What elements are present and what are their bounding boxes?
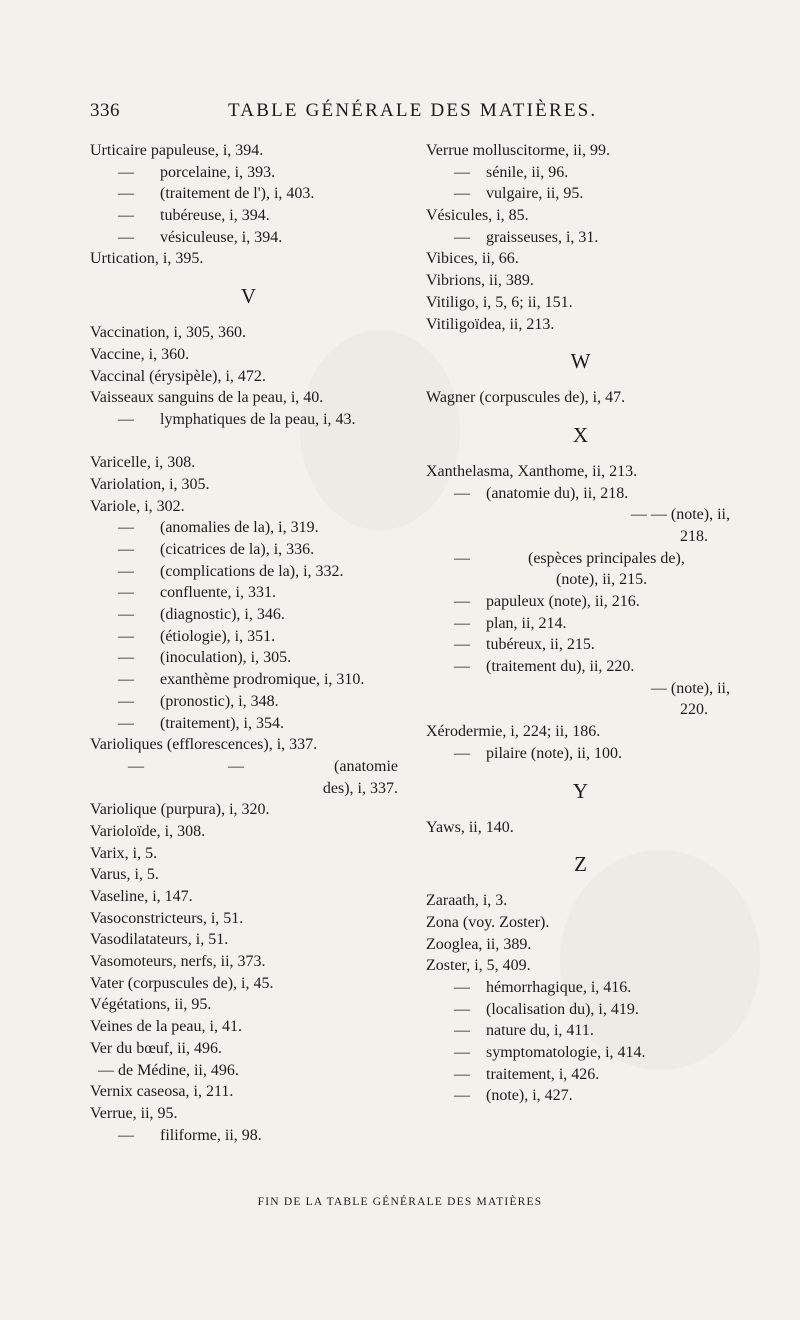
entry-text: des), i, 337. — [322, 779, 398, 797]
entry-text: traitement, i, 426. — [486, 1065, 600, 1083]
entry-text: Vibrions, ii, 389. — [426, 272, 534, 290]
entry-text: (anomalies de la), i, 319. — [160, 519, 319, 537]
index-entry — [90, 994, 408, 1016]
continuation-dash: — — [454, 978, 470, 996]
entry-text: (traitement de l'), i, 403. — [160, 185, 315, 203]
continuation-dash: — — [454, 1087, 470, 1105]
entry-text: Varicelle, i, 308. — [90, 454, 196, 472]
entry-text: Vasoconstricteurs, i, 51. — [90, 909, 244, 927]
index-entry — [90, 1125, 408, 1147]
continuation-dash: — — [118, 627, 134, 645]
index-entry — [90, 582, 408, 604]
entry-text: vésiculeuse, i, 394. — [160, 228, 283, 246]
entry-text: (pronostic), i, 348. — [160, 692, 279, 710]
index-entry — [426, 1085, 736, 1107]
section-letter: Z — [574, 852, 588, 877]
entry-text: Variolique (purpura), i, 320. — [90, 801, 270, 819]
index-entry — [426, 955, 736, 977]
entry-text: (localisation du), i, 419. — [486, 1000, 639, 1018]
continuation-dash: — — [454, 549, 470, 567]
section-letter: Y — [572, 778, 590, 803]
continuation-dash: — — [118, 1126, 134, 1144]
index-entry — [426, 721, 736, 743]
right-index-column — [426, 140, 736, 1107]
continuation-dash: — — [118, 714, 134, 732]
index-entry — [90, 1081, 408, 1103]
continuation-dash: — — [454, 484, 470, 502]
entry-text: Vitiligoïdea, ii, 213. — [426, 315, 555, 333]
entry-text: Vaccine, i, 360. — [90, 345, 190, 363]
index-entry — [90, 561, 408, 583]
index-entry — [90, 1016, 408, 1038]
continuation-dash: — — [454, 1044, 470, 1062]
index-entry — [426, 591, 736, 613]
index-entry — [426, 162, 736, 184]
continuation-dash: — — [118, 584, 134, 602]
index-entry — [426, 613, 736, 635]
entry-text: — (note), ii, — [650, 679, 730, 697]
index-entry — [426, 205, 736, 227]
entry-text: Verrue, ii, 95. — [90, 1104, 178, 1122]
index-entry — [426, 483, 736, 505]
entry-text: nature du, i, 411. — [486, 1022, 594, 1040]
entry-text: symptomatologie, i, 414. — [486, 1044, 646, 1062]
index-entry — [90, 162, 408, 184]
entry-text: (anatomie — [334, 757, 398, 775]
continuation-dash: — — [454, 1065, 470, 1083]
index-entry — [90, 322, 408, 344]
entry-text: Varioloïde, i, 308. — [90, 822, 206, 840]
continuation-dash: — — [454, 185, 470, 203]
entry-text: Vaisseaux sanguins de la peau, i, 40. — [90, 389, 324, 407]
index-entry — [90, 713, 408, 735]
end-of-table-note: FIN DE LA TABLE GÉNÉRALE DES MATIÈRES — [257, 1196, 543, 1208]
index-entry — [426, 140, 736, 162]
entry-text: (cicatrices de la), i, 336. — [160, 541, 315, 559]
continuation-dash: — — [118, 410, 134, 428]
index-entry — [90, 756, 408, 799]
entry-text: Zoster, i, 5, 409. — [426, 957, 531, 975]
index-entry — [426, 387, 736, 409]
entry-text: Urticaire papuleuse, i, 394. — [90, 142, 264, 159]
entry-text: Varioliques (efflorescences), i, 337. — [90, 736, 318, 754]
entry-text: Vibices, ii, 66. — [426, 250, 519, 268]
index-entry — [90, 140, 408, 162]
entry-text: Vaccinal (érysipèle), i, 472. — [90, 367, 266, 385]
continuation-dash: — — [118, 671, 134, 689]
continuation-dash: — — [118, 207, 134, 225]
index-entry — [90, 409, 408, 452]
index-entry — [426, 1020, 736, 1042]
entry-text: porcelaine, i, 393. — [160, 163, 276, 181]
index-entry — [426, 890, 736, 912]
index-entry — [90, 344, 408, 366]
index-entry — [426, 678, 736, 721]
index-entry — [90, 452, 408, 474]
entry-text: Xanthelasma, Xanthome, ii, 213. — [426, 462, 638, 480]
entry-text: (note), i, 427. — [486, 1087, 573, 1105]
continuation-dash: — — [118, 519, 134, 537]
entry-text: exanthème prodromique, i, 310. — [160, 671, 365, 689]
index-entry — [426, 1042, 736, 1064]
entry-text: (complications de la), i, 332. — [160, 562, 344, 580]
index-entry — [426, 1064, 736, 1086]
index-entry — [90, 517, 408, 539]
entry-text: Zaraath, i, 3. — [426, 892, 508, 910]
index-entry — [90, 691, 408, 713]
continuation-dash: — — [454, 1022, 470, 1040]
continuation-dash: — — [454, 1000, 470, 1018]
entry-text: sénile, ii, 96. — [486, 163, 569, 181]
continuation-dash: — — [454, 593, 470, 611]
entry-text: Verrue molluscitorme, ii, 99. — [426, 142, 610, 159]
entry-text: Variolation, i, 305. — [90, 475, 210, 493]
entry-text: Yaws, ii, 140. — [426, 818, 514, 836]
index-entry — [90, 734, 408, 756]
index-entry — [90, 647, 408, 669]
page-header — [90, 100, 740, 126]
entry-text: — — (note), ii, — [630, 506, 730, 524]
index-entry — [90, 821, 408, 843]
continuation-dash: — — [118, 649, 134, 667]
entry-text: plan, ii, 214. — [486, 614, 567, 632]
entry-text: lymphatiques de la peau, i, 43. — [160, 410, 356, 428]
entry-text: pilaire (note), ii, 100. — [486, 744, 622, 762]
entry-text: filiforme, ii, 98. — [160, 1126, 262, 1144]
index-entry — [426, 248, 736, 270]
index-entry — [90, 864, 408, 886]
continuation-dash: — — [454, 636, 470, 654]
index-entry — [90, 669, 408, 691]
index-entry — [426, 912, 736, 934]
entry-text: Vitiligo, i, 5, 6; ii, 151. — [426, 293, 573, 311]
index-entry — [90, 604, 408, 626]
entry-text: Varus, i, 5. — [90, 866, 159, 884]
continuation-dash: — — [454, 658, 470, 676]
entry-text: Végétations, ii, 95. — [90, 996, 212, 1014]
running-title: TABLE GÉNÉRALE DES MATIÈRES. — [228, 100, 598, 121]
entry-text: tubéreuse, i, 394. — [160, 207, 270, 225]
entry-text: (note), ii, 215. — [556, 571, 648, 589]
continuation-dash: — — [118, 163, 134, 181]
entry-text: Varix, i, 5. — [90, 844, 158, 862]
entry-text: Xérodermie, i, 224; ii, 186. — [426, 723, 601, 741]
entry-text: (inoculation), i, 305. — [160, 649, 292, 667]
entry-text: Vernix caseosa, i, 211. — [90, 1083, 234, 1101]
entry-text: (traitement du), ii, 220. — [486, 658, 635, 676]
entry-text: Vasodilatateurs, i, 51. — [90, 931, 229, 949]
entry-text: (étiologie), i, 351. — [160, 627, 276, 645]
index-entry — [90, 183, 408, 205]
index-entry — [90, 799, 408, 821]
index-entry — [426, 461, 736, 483]
index-entry — [426, 817, 736, 839]
index-entry — [90, 227, 408, 249]
index-entry — [426, 743, 736, 765]
entry-text: Zooglea, ii, 389. — [426, 935, 532, 953]
entry-text: Vasomoteurs, nerfs, ii, 373. — [90, 953, 266, 971]
entry-text: 218. — [680, 527, 708, 545]
entry-text: 220. — [680, 701, 708, 719]
index-entry — [90, 387, 408, 409]
entry-text: confluente, i, 331. — [160, 584, 276, 602]
entry-text: Vésicules, i, 85. — [426, 207, 529, 225]
left-index-column — [90, 140, 408, 1146]
entry-text: hémorrhagique, i, 416. — [486, 978, 632, 996]
index-entry — [426, 634, 736, 656]
continuation-dash: — — [118, 228, 134, 246]
index-entry — [90, 1060, 408, 1082]
entry-text: Vaccination, i, 305, 360. — [90, 324, 246, 342]
index-entry — [90, 929, 408, 951]
index-entry — [90, 366, 408, 388]
index-entry — [90, 626, 408, 648]
index-entry — [90, 1103, 408, 1125]
entry-text: vulgaire, ii, 95. — [486, 185, 584, 203]
continuation-dash: — — [454, 163, 470, 181]
index-entry — [426, 292, 736, 314]
entry-text: (traitement), i, 354. — [160, 714, 284, 732]
continuation-dash: — — [118, 692, 134, 710]
index-entry — [426, 227, 736, 249]
section-letter: V — [240, 284, 258, 309]
index-entry — [90, 886, 408, 908]
entry-text: Urtication, i, 395. — [90, 250, 204, 268]
continuation-dash: — — [118, 562, 134, 580]
index-entry — [426, 314, 736, 336]
index-entry — [90, 843, 408, 865]
continuation-dash: — — [454, 228, 470, 246]
entry-text: Wagner (corpuscules de), i, 47. — [426, 389, 626, 407]
index-entry — [90, 248, 408, 270]
index-entry — [90, 908, 408, 930]
section-letter: X — [572, 422, 590, 447]
index-entry — [426, 977, 736, 999]
continuation-dash: — — [118, 185, 134, 203]
entry-text: Variole, i, 302. — [90, 497, 185, 515]
entry-text: Vater (corpuscules de), i, 45. — [90, 974, 274, 992]
entry-text: — de Médine, ii, 496. — [98, 1061, 239, 1079]
index-entry — [90, 951, 408, 973]
entry-text: Veines de la peau, i, 41. — [90, 1018, 242, 1036]
index-entry — [90, 539, 408, 561]
continuation-dash: — — [454, 614, 470, 632]
continuation-dash: — — [454, 744, 470, 762]
index-entry — [426, 548, 736, 591]
entry-text: Vaseline, i, 147. — [90, 888, 193, 906]
continuation-dash: — — [228, 757, 244, 775]
entry-text: papuleux (note), ii, 216. — [486, 593, 640, 611]
entry-text: (diagnostic), i, 346. — [160, 606, 285, 624]
continuation-dash: — — [118, 541, 134, 559]
index-entry — [90, 474, 408, 496]
continuation-dash: — — [118, 606, 134, 624]
entry-text: Ver du bœuf, ii, 496. — [90, 1039, 222, 1057]
index-entry — [90, 205, 408, 227]
index-entry — [426, 183, 736, 205]
entry-text: graisseuses, i, 31. — [486, 228, 599, 246]
index-entry — [426, 934, 736, 956]
continuation-dash: — — [128, 757, 144, 775]
entry-text: (espèces principales de), — [528, 549, 685, 567]
page-number: 336 — [90, 100, 120, 121]
index-entry — [426, 270, 736, 292]
index-entry — [90, 496, 408, 518]
index-entry — [426, 504, 736, 547]
section-letter: W — [570, 349, 592, 374]
index-entry — [426, 999, 736, 1021]
index-entry — [426, 656, 736, 678]
entry-text: (anatomie du), ii, 218. — [486, 484, 629, 502]
entry-text: Zona (voy. Zoster). — [426, 913, 550, 931]
entry-text: tubéreux, ii, 215. — [486, 636, 595, 654]
index-entry — [90, 1038, 408, 1060]
index-entry — [90, 973, 408, 995]
